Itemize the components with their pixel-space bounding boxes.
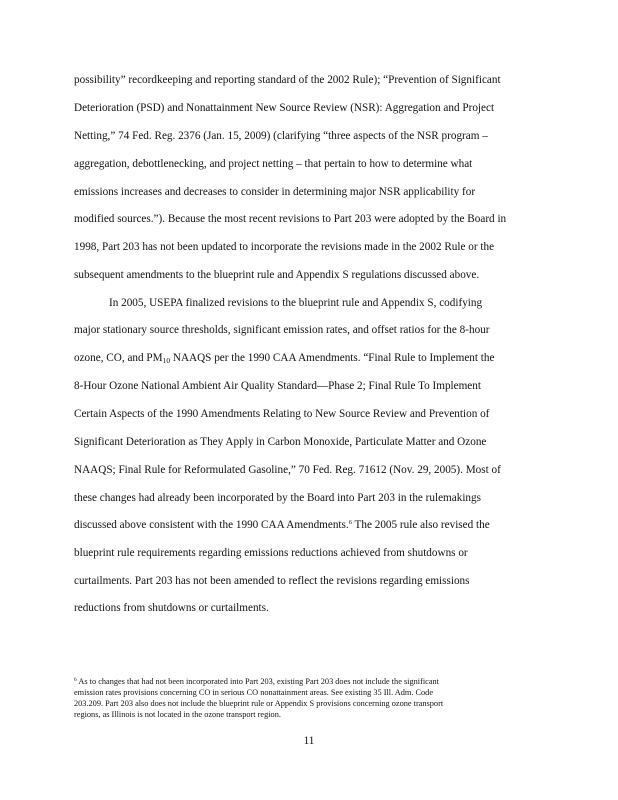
- body-line: Certain Aspects of the 1990 Amendments Relating to New Source Review and Prevention of: [74, 408, 490, 420]
- body-line: aggregation, debottlenecking, and project netting – that pertain to how to determine what: [74, 158, 473, 170]
- body-line: subsequent amendments to the blueprint rule and Appendix S regulations discussed above.: [74, 269, 480, 281]
- body-line: [74, 351, 494, 366]
- body-line: blueprint rule requirements regarding emissions reductions achieved from shutdowns or: [74, 547, 468, 559]
- body-line: Deterioration (PSD) and Nonattainment New Source Review (NSR): Aggregation and Project: [74, 102, 495, 114]
- body-line: Significant Deterioration as They Apply in Carbon Monoxide, Particulate Matter and Ozone: [74, 436, 487, 448]
- body-line: In 2005, USEPA finalized revisions to the blueprint rule and Appendix S, codifying: [109, 297, 483, 309]
- body-line: [74, 518, 490, 534]
- body-line: reductions from shutdowns or curtailments.: [74, 602, 269, 614]
- text-run: The 2005 rule also revised the: [351, 519, 490, 531]
- body-line: 1998, Part 203 has not been updated to incorporate the revisions made in the 2002 Rule or the: [74, 241, 495, 253]
- footnote-marker: 6: [74, 677, 77, 683]
- body-line: major stationary source thresholds, significant emission rates, and offset ratios for the 8-hour: [74, 324, 490, 336]
- footnote-text: As to changes that had not been incorporated into Part 203, existing Part 203 does not include the significant: [76, 677, 439, 686]
- body-line: possibility” recordkeeping and reporting standard of the 2002 Rule); “Prevention of Significant: [74, 74, 501, 86]
- footnote-line: emission rates provisions concerning CO in serious CO nonattainment areas. See existing 35 Ill. Adm. Code: [74, 688, 434, 697]
- text-run: ozone, CO, and PM: [74, 352, 163, 364]
- text-run: discussed above consistent with the 1990 CAA Amendments.: [74, 519, 349, 531]
- footnote-line: [74, 677, 439, 688]
- body-line: these changes had already been incorporated by the Board into Part 203 in the rulemakings: [74, 492, 481, 504]
- text-run: NAAQS per the 1990 CAA Amendments. “Final Rule to Implement the: [170, 352, 495, 364]
- body-line: 8-Hour Ozone National Ambient Air Quality Standard—Phase 2; Final Rule To Implement: [74, 380, 481, 392]
- footnote-line: 203.209. Part 203 also does not include the blueprint rule or Appendix S provisions concerning ozone transport: [74, 699, 444, 708]
- subscript: 10: [162, 356, 171, 365]
- body-line: NAAQS; Final Rule for Reformulated Gasoline,” 70 Fed. Reg. 71612 (Nov. 29, 2005). Most of: [74, 464, 501, 476]
- body-line: curtailments. Part 203 has not been amended to reflect the revisions regarding emissions: [74, 575, 470, 587]
- page-number: 11: [303, 735, 315, 747]
- body-line: emissions increases and decreases to consider in determining major NSR applicability for: [74, 186, 476, 198]
- body-line: Netting,” 74 Fed. Reg. 2376 (Jan. 15, 2009) (clarifying “three aspects of the NSR program –: [74, 130, 488, 142]
- footnote-line: regions, as Illinois is not located in the ozone transport region.: [74, 710, 281, 719]
- body-line: modified sources.”). Because the most recent revisions to Part 203 were adopted by the Board in: [74, 213, 507, 225]
- footnote-reference[interactable]: 6: [348, 519, 352, 526]
